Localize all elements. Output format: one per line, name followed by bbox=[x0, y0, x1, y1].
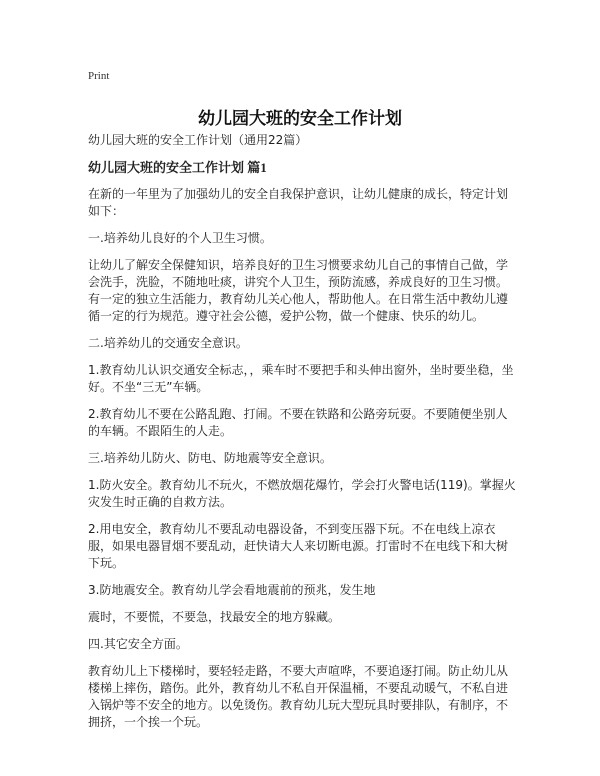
heading-fire-electric-earthquake: 三.培养幼儿防火、防电、防地震等安全意识。 bbox=[88, 451, 332, 465]
paragraph-fire: 1.防火安全。教育幼儿不玩火，不燃放烟花爆竹，学会打火警电话(119)。掌握火灾发生时正确的自救方法。 bbox=[88, 478, 516, 509]
heading-hygiene: 一.培养幼儿良好的个人卫生习惯。 bbox=[88, 231, 272, 245]
paragraph-earthquake-1: 3.防地震安全。教育幼儿学会看地震前的预兆，发生地 bbox=[88, 583, 376, 597]
paragraph-traffic-1: 1.教育幼儿认识交通安全标志，，乘车时不要把手和头伸出窗外，坐时要坐稳，坐好。不坐“三无”车辆。 bbox=[88, 363, 514, 394]
paragraph-intro: 在新的一年里为了加强幼儿的安全自我保护意识，让幼儿健康的成长，特定计划如下： bbox=[88, 187, 509, 218]
paragraph-earthquake-2: 震时，不要慌，不要急，找最安全的地方躲藏。 bbox=[88, 610, 341, 624]
heading-traffic: 二.培养幼儿的交通安全意识。 bbox=[88, 336, 248, 350]
paragraph-other: 教育幼儿上下楼梯时，要轻轻走路，不要大声喧哗，不要追逐打闹。防止幼儿从楼梯上摔伤，踏伤。此外，教育幼儿不私自开保温桶，不要乱动暖气，不私自进入锅炉等不安全的地方。以免烫伤。教育幼儿玩大型玩具时要排队，有制序，不拥挤，一个挨一个玩。 bbox=[88, 664, 509, 729]
paragraph-traffic-2: 2.教育幼儿不要在公路乱跑、打闹。不要在铁路和公路旁玩耍。不要随便坐别人的车辆。不跟陌生的人走。 bbox=[88, 407, 508, 438]
heading-other: 四.其它安全方面。 bbox=[88, 637, 188, 651]
document-body bbox=[88, 132, 518, 741]
document-title: 幼儿园大班的安全工作计划 bbox=[198, 109, 402, 129]
print-link[interactable]: Print bbox=[88, 70, 110, 82]
paragraph-hygiene: 让幼儿了解安全保健知识，培养良好的卫生习惯要求幼儿自己的事情自己做，学会洗手，洗脸，不随地吐痰，讲究个人卫生，预防流感，养成良好的卫生习惯。有一定的独立生活能力，教育幼儿关心他人，帮助他人。在日常生活中教幼儿遵循一定的行为规范。遵守社会公德，爱护公物，做一个健康、快乐的幼儿。 bbox=[88, 258, 509, 323]
paragraph-electric: 2.用电安全，教育幼儿不要乱动电器设备，不到变压器下玩。不在电线上凉衣服，如果电器冒烟不要乱动，赶快请大人来切断电源。打雷时不在电线下和大树下玩。 bbox=[88, 522, 509, 570]
document-subtitle: 幼儿园大班的安全工作计划（通用22篇） bbox=[88, 133, 308, 147]
section-title: 幼儿园大班的安全工作计划 篇1 bbox=[88, 160, 267, 175]
